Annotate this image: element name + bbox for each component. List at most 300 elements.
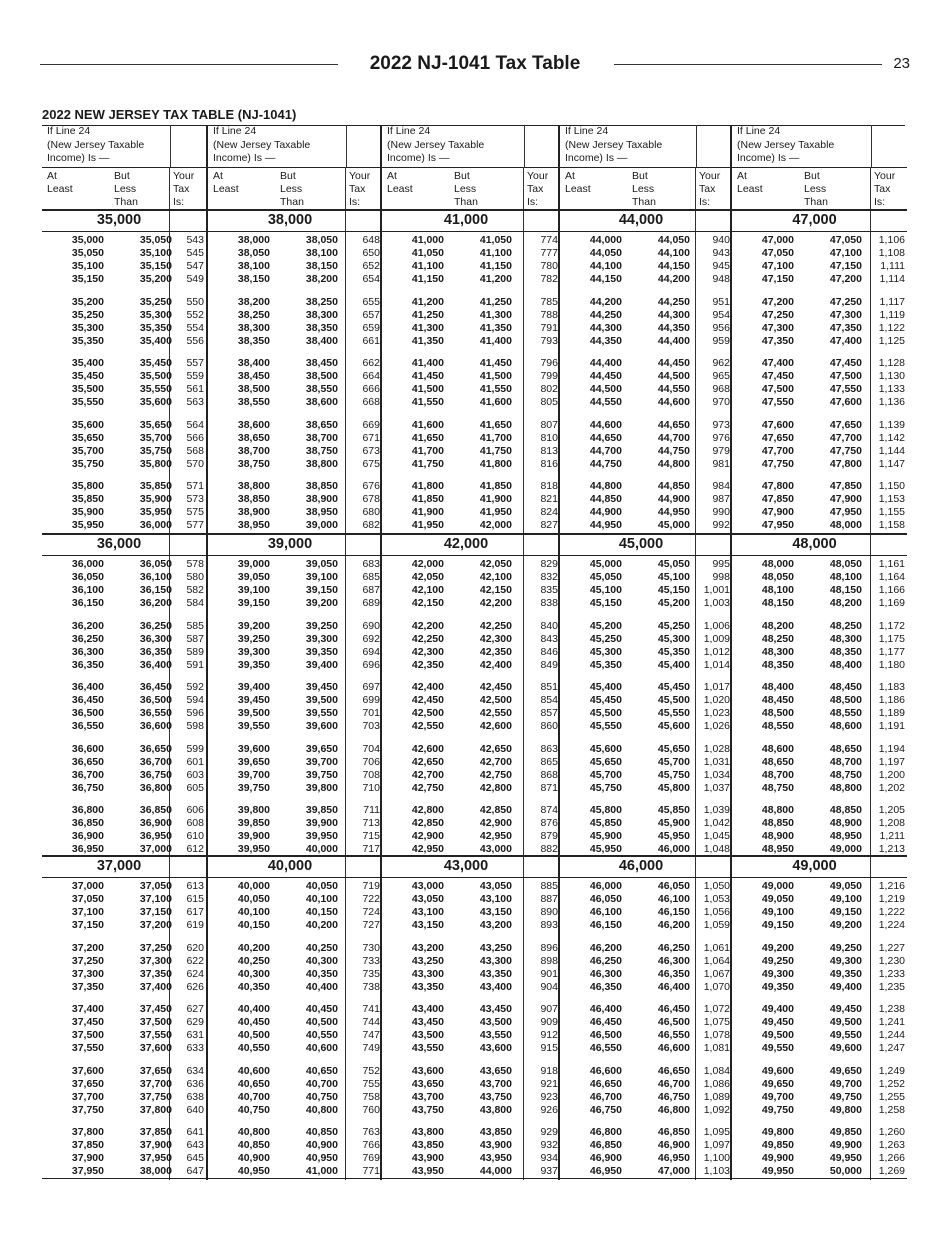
- but-less-than-value: 40,550: [305, 1029, 338, 1041]
- at-least-value: 48,950: [761, 843, 794, 855]
- tax-value: 585: [186, 619, 204, 632]
- at-least-value: 46,550: [589, 1042, 622, 1054]
- but-less-than-value: 47,500: [829, 370, 862, 382]
- tax-value: 549: [186, 273, 204, 285]
- at-least-value: 43,300: [411, 967, 444, 980]
- but-less-than-value: 45,600: [657, 720, 690, 732]
- row-group: [560, 1003, 732, 1055]
- table-row: [382, 234, 560, 247]
- but-less-than-value: 40,800: [305, 1103, 338, 1116]
- table-row: [382, 756, 560, 769]
- table-row: [208, 419, 382, 432]
- but-less-than-value: 35,500: [139, 370, 172, 382]
- tax-value: 948: [712, 273, 730, 285]
- table-row: [42, 458, 206, 471]
- but-less-than-value: 36,250: [139, 619, 172, 632]
- table-row: [208, 335, 382, 348]
- header-divider: [560, 125, 697, 167]
- tax-value: 1,158: [878, 519, 905, 531]
- table-row: [560, 1165, 732, 1178]
- tax-value: 876: [540, 817, 558, 829]
- table-row: [42, 357, 206, 370]
- tax-value: 929: [540, 1126, 558, 1138]
- tax-value: 805: [540, 396, 558, 408]
- at-least-value: 49,450: [761, 1016, 794, 1028]
- table-row: [382, 322, 560, 335]
- header-line-taxable: (New Jersey Taxable: [387, 138, 485, 151]
- table-row: [560, 322, 732, 335]
- at-least-value: 42,600: [411, 742, 444, 755]
- table-row: [732, 322, 907, 335]
- tax-value: 863: [540, 742, 558, 755]
- table-row: [732, 681, 907, 694]
- at-least-value: 35,250: [71, 308, 104, 321]
- tax-value: 1,130: [878, 370, 905, 382]
- header-than: Than: [280, 196, 304, 208]
- tax-value: 622: [186, 954, 204, 967]
- tax-value: 1,205: [878, 804, 905, 816]
- table-row: [732, 458, 907, 471]
- at-least-value: 45,100: [589, 584, 622, 596]
- tax-value: 675: [362, 457, 380, 470]
- at-least-value: 37,250: [71, 954, 104, 967]
- table-row: [732, 584, 907, 597]
- but-less-than-value: 40,500: [305, 1016, 338, 1028]
- header-but: But: [280, 170, 296, 182]
- at-least-value: 48,400: [761, 681, 794, 693]
- table-row: [560, 659, 732, 672]
- at-least-value: 35,350: [71, 334, 104, 347]
- at-least-value: 42,500: [411, 707, 444, 719]
- row-group: [42, 620, 206, 672]
- table-row: [42, 694, 206, 707]
- table-row: [42, 273, 206, 286]
- but-less-than-value: 45,000: [657, 519, 690, 531]
- tax-value: 671: [362, 431, 380, 444]
- tax-value: 1,103: [703, 1165, 730, 1177]
- but-less-than-value: 38,550: [305, 383, 338, 395]
- tax-value: 1,009: [703, 632, 730, 645]
- header-line-taxable: (New Jersey Taxable: [737, 138, 835, 151]
- but-less-than-value: 38,950: [305, 506, 338, 518]
- row-group: [560, 234, 732, 286]
- row-group: [42, 419, 206, 471]
- header-least: Least: [47, 183, 73, 195]
- but-less-than-value: 39,900: [305, 817, 338, 829]
- but-less-than-value: 46,550: [657, 1029, 690, 1041]
- row-group: [382, 357, 560, 409]
- table-row: [382, 571, 560, 584]
- at-least-value: 41,000: [411, 234, 444, 246]
- at-least-value: 35,200: [71, 295, 104, 308]
- tax-value: 620: [186, 941, 204, 954]
- but-less-than-value: 37,150: [139, 906, 172, 918]
- row-group: [42, 743, 206, 795]
- header-tax: Tax: [699, 183, 716, 195]
- at-least-value: 38,400: [237, 357, 270, 369]
- row-group: [382, 681, 560, 733]
- tax-value: 561: [186, 383, 204, 395]
- tax-value: 1,153: [878, 493, 905, 505]
- but-less-than-value: 41,150: [479, 260, 512, 272]
- tax-value: 1,211: [879, 830, 905, 842]
- at-least-value: 35,650: [71, 431, 104, 444]
- header-underline: [382, 167, 560, 168]
- table-row: [42, 519, 206, 532]
- tax-value: 680: [362, 506, 380, 518]
- tax-value: 1,233: [878, 967, 905, 980]
- tax-value: 926: [540, 1103, 558, 1116]
- but-less-than-value: 39,400: [305, 658, 338, 671]
- band-bottom-rule: [732, 877, 907, 878]
- tax-value: 796: [540, 357, 558, 369]
- but-less-than-value: 43,200: [479, 919, 512, 931]
- table-row: [382, 1139, 560, 1152]
- tax-value: 970: [712, 396, 730, 408]
- tax-value: 1,111: [880, 260, 905, 272]
- table-row: [382, 906, 560, 919]
- header-underline: [208, 167, 382, 168]
- header-line-taxable: (New Jersey Taxable: [213, 138, 311, 151]
- tax-value: 554: [186, 321, 204, 334]
- table-row: [382, 633, 560, 646]
- but-less-than-value: 46,250: [657, 941, 690, 954]
- row-group: [560, 620, 732, 672]
- table-row: [732, 955, 907, 968]
- at-least-value: 40,800: [237, 1126, 270, 1138]
- table-row: [208, 273, 382, 286]
- but-less-than-value: 49,100: [829, 893, 862, 905]
- tax-value: 577: [186, 519, 204, 531]
- at-least-value: 47,650: [761, 431, 794, 444]
- at-least-value: 38,500: [237, 383, 270, 395]
- header-than: Than: [804, 196, 828, 208]
- at-least-value: 47,150: [761, 273, 794, 285]
- tax-value: 741: [362, 1003, 380, 1015]
- but-less-than-value: 35,550: [139, 383, 172, 395]
- table-row: [382, 1016, 560, 1029]
- at-least-value: 38,150: [237, 273, 270, 285]
- but-less-than-value: 46,850: [657, 1126, 690, 1138]
- but-less-than-value: 44,700: [657, 431, 690, 444]
- table-row: [42, 893, 206, 906]
- band-bottom-rule: [382, 555, 560, 556]
- row-group: [560, 942, 732, 994]
- at-least-value: 39,250: [237, 632, 270, 645]
- at-least-value: 40,500: [237, 1029, 270, 1041]
- tax-value: 921: [540, 1077, 558, 1090]
- tax-value: 601: [186, 755, 204, 768]
- header-at-least: [565, 170, 591, 196]
- but-less-than-value: 43,250: [479, 941, 512, 954]
- at-least-value: 39,900: [237, 830, 270, 842]
- tax-value: 940: [712, 234, 730, 246]
- header-your: Your: [699, 170, 721, 182]
- at-least-value: 35,000: [71, 234, 104, 246]
- header-your-tax: [349, 170, 370, 209]
- but-less-than-value: 48,150: [829, 584, 862, 596]
- table-row: [382, 830, 560, 843]
- table-row: [732, 620, 907, 633]
- at-least-value: 44,900: [589, 506, 622, 518]
- tax-value: 682: [362, 519, 380, 531]
- band-label: 43,000: [443, 858, 489, 874]
- row-group: [732, 480, 907, 532]
- table-row: [208, 1139, 382, 1152]
- but-less-than-value: 42,150: [479, 584, 512, 596]
- header-at-least: [737, 170, 763, 196]
- but-less-than-value: 46,300: [657, 954, 690, 967]
- but-less-than-value: 42,500: [479, 694, 512, 706]
- row-group: [560, 296, 732, 348]
- but-less-than-value: 38,750: [305, 444, 338, 457]
- band-bottom-rule: [560, 555, 732, 556]
- but-less-than-value: 43,550: [479, 1029, 512, 1041]
- table-row: [42, 234, 206, 247]
- at-least-value: 44,300: [589, 321, 622, 334]
- table-row: [560, 234, 732, 247]
- band-label: 42,000: [443, 536, 489, 552]
- at-least-value: 44,150: [589, 273, 622, 285]
- but-less-than-value: 42,950: [479, 830, 512, 842]
- but-less-than-value: 48,900: [829, 817, 862, 829]
- table-row: [208, 296, 382, 309]
- tax-value: 763: [362, 1126, 380, 1138]
- tax-value: 912: [540, 1029, 558, 1041]
- table-row: [732, 493, 907, 506]
- at-least-value: 42,950: [411, 843, 444, 855]
- row-group: [560, 419, 732, 471]
- at-least-value: 43,350: [411, 980, 444, 993]
- tax-value: 1,020: [703, 694, 730, 706]
- but-less-than-value: 42,850: [479, 804, 512, 816]
- tax-value: 697: [362, 681, 380, 693]
- row-group: [732, 880, 907, 932]
- but-less-than-value: 47,400: [829, 334, 862, 347]
- table-row: [732, 370, 907, 383]
- but-less-than-value: 42,350: [479, 645, 512, 658]
- at-least-value: 44,950: [589, 519, 622, 531]
- row-group: [732, 620, 907, 672]
- table-row: [42, 1003, 206, 1016]
- but-less-than-value: 39,150: [305, 584, 338, 596]
- table-row: [208, 769, 382, 782]
- table-row: [732, 419, 907, 432]
- tax-value: 771: [362, 1165, 380, 1177]
- but-less-than-value: 35,150: [139, 260, 172, 272]
- but-less-than-value: 37,600: [139, 1042, 172, 1054]
- row-group: [382, 480, 560, 532]
- at-least-value: 42,150: [411, 597, 444, 609]
- tax-value: 1,200: [878, 768, 905, 781]
- tax-value: 1,216: [878, 880, 905, 892]
- at-least-value: 46,250: [589, 954, 622, 967]
- but-less-than-value: 46,350: [657, 967, 690, 980]
- tax-value: 634: [186, 1064, 204, 1077]
- at-least-value: 43,600: [411, 1064, 444, 1077]
- table-row: [42, 571, 206, 584]
- table-row: [208, 519, 382, 532]
- tax-value: 1,081: [703, 1042, 730, 1054]
- tax-value: 624: [186, 967, 204, 980]
- at-least-value: 43,100: [411, 906, 444, 918]
- table-row: [732, 558, 907, 571]
- table-row: [42, 322, 206, 335]
- but-less-than-value: 43,750: [479, 1090, 512, 1103]
- table-row: [382, 419, 560, 432]
- tax-value: 1,006: [703, 619, 730, 632]
- but-less-than-value: 40,700: [305, 1077, 338, 1090]
- but-less-than-value: 35,900: [139, 493, 172, 505]
- band-label: 39,000: [267, 536, 313, 552]
- header-underline: [732, 167, 907, 168]
- tax-value: 780: [540, 260, 558, 272]
- header-line-if-line: If Line 24: [213, 125, 257, 137]
- at-least-value: 38,900: [237, 506, 270, 518]
- at-least-value: 49,600: [761, 1064, 794, 1077]
- table-row: [382, 396, 560, 409]
- table-row: [560, 919, 732, 932]
- tax-value: 838: [540, 597, 558, 609]
- at-least-value: 47,750: [761, 457, 794, 470]
- at-least-value: 45,450: [589, 694, 622, 706]
- header-at-least: [47, 170, 73, 196]
- table-row: [382, 1029, 560, 1042]
- table-row: [732, 782, 907, 795]
- but-less-than-value: 48,800: [829, 781, 862, 794]
- but-less-than-value: 49,050: [829, 880, 862, 892]
- but-less-than-value: 37,950: [139, 1152, 172, 1164]
- tax-value: 1,003: [703, 597, 730, 609]
- row-group: [732, 804, 907, 856]
- but-less-than-value: 45,850: [657, 804, 690, 816]
- tax-value: 1,150: [878, 480, 905, 492]
- row-group: [208, 419, 382, 471]
- but-less-than-value: 49,300: [829, 954, 862, 967]
- table-row: [560, 694, 732, 707]
- row-group: [208, 620, 382, 672]
- but-less-than-value: 36,350: [139, 645, 172, 658]
- table-row: [208, 1029, 382, 1042]
- at-least-value: 43,550: [411, 1042, 444, 1054]
- but-less-than-value: 40,350: [305, 967, 338, 980]
- table-row: [560, 1152, 732, 1165]
- tax-value: 851: [540, 681, 558, 693]
- but-less-than-value: 38,400: [305, 334, 338, 347]
- tax-value: 937: [540, 1165, 558, 1177]
- table-row: [208, 906, 382, 919]
- at-least-value: 36,400: [71, 681, 104, 693]
- header-least: Least: [213, 183, 239, 195]
- but-less-than-value: 40,400: [305, 980, 338, 993]
- but-less-than-value: 43,900: [479, 1139, 512, 1151]
- at-least-value: 37,950: [71, 1165, 104, 1177]
- tax-value: 1,219: [878, 893, 905, 905]
- but-less-than-value: 45,950: [657, 830, 690, 842]
- tax-value: 769: [362, 1152, 380, 1164]
- table-row: [560, 383, 732, 396]
- at-least-value: 47,800: [761, 480, 794, 492]
- table-row: [42, 804, 206, 817]
- header-at-least: [213, 170, 239, 196]
- at-least-value: 44,700: [589, 444, 622, 457]
- page-title: 2022 NJ-1041 Tax Table: [369, 53, 581, 74]
- tax-value: 673: [362, 444, 380, 457]
- tax-value: 666: [362, 383, 380, 395]
- but-less-than-value: 36,950: [139, 830, 172, 842]
- at-least-value: 47,700: [761, 444, 794, 457]
- at-least-value: 39,500: [237, 707, 270, 719]
- table-row: [732, 383, 907, 396]
- header-line-income-is: Income) Is —: [213, 152, 276, 164]
- at-least-value: 43,250: [411, 954, 444, 967]
- band-label: 44,000: [618, 212, 664, 228]
- at-least-value: 49,550: [761, 1042, 794, 1054]
- table-row: [208, 782, 382, 795]
- tax-value: 664: [362, 370, 380, 382]
- but-less-than-value: 44,100: [657, 247, 690, 259]
- at-least-value: 49,500: [761, 1029, 794, 1041]
- tax-value: 710: [362, 781, 380, 794]
- but-less-than-value: 35,250: [139, 295, 172, 308]
- at-least-value: 41,800: [411, 480, 444, 492]
- tax-value: 1,064: [703, 954, 730, 967]
- table-row: [732, 1165, 907, 1178]
- at-least-value: 40,250: [237, 954, 270, 967]
- at-least-value: 48,150: [761, 597, 794, 609]
- row-group: [732, 942, 907, 994]
- but-less-than-value: 38,900: [305, 493, 338, 505]
- tax-value: 793: [540, 334, 558, 347]
- tax-value: 591: [186, 658, 204, 671]
- row-group: [560, 880, 732, 932]
- but-less-than-value: 41,950: [479, 506, 512, 518]
- table-row: [42, 1104, 206, 1117]
- tax-value: 1,056: [703, 906, 730, 918]
- table-row: [42, 782, 206, 795]
- tax-value: 550: [186, 295, 204, 308]
- at-least-value: 45,000: [589, 558, 622, 570]
- but-less-than-value: 37,200: [139, 919, 172, 931]
- table-row: [560, 830, 732, 843]
- at-least-value: 38,350: [237, 334, 270, 347]
- table-row: [208, 493, 382, 506]
- tax-value: 749: [362, 1042, 380, 1054]
- tax-value: 612: [186, 843, 204, 855]
- row-group: [382, 880, 560, 932]
- but-less-than-value: 43,500: [479, 1016, 512, 1028]
- but-less-than-value: 49,150: [829, 906, 862, 918]
- table-row: [208, 1104, 382, 1117]
- row-group: [42, 558, 206, 610]
- table-row: [732, 720, 907, 733]
- at-least-value: 35,500: [71, 383, 104, 395]
- but-less-than-value: 37,550: [139, 1029, 172, 1041]
- tax-value: 1,222: [878, 906, 905, 918]
- table-row: [382, 506, 560, 519]
- but-less-than-value: 42,650: [479, 742, 512, 755]
- table-row: [732, 1139, 907, 1152]
- at-least-value: 49,000: [761, 880, 794, 892]
- but-less-than-value: 37,250: [139, 941, 172, 954]
- table-row: [42, 955, 206, 968]
- tax-value: 638: [186, 1090, 204, 1103]
- header-is: Is:: [349, 196, 361, 208]
- at-least-value: 41,500: [411, 383, 444, 395]
- tax-value: 1,266: [878, 1152, 905, 1164]
- tax-value: 615: [186, 893, 204, 905]
- but-less-than-value: 45,350: [657, 645, 690, 658]
